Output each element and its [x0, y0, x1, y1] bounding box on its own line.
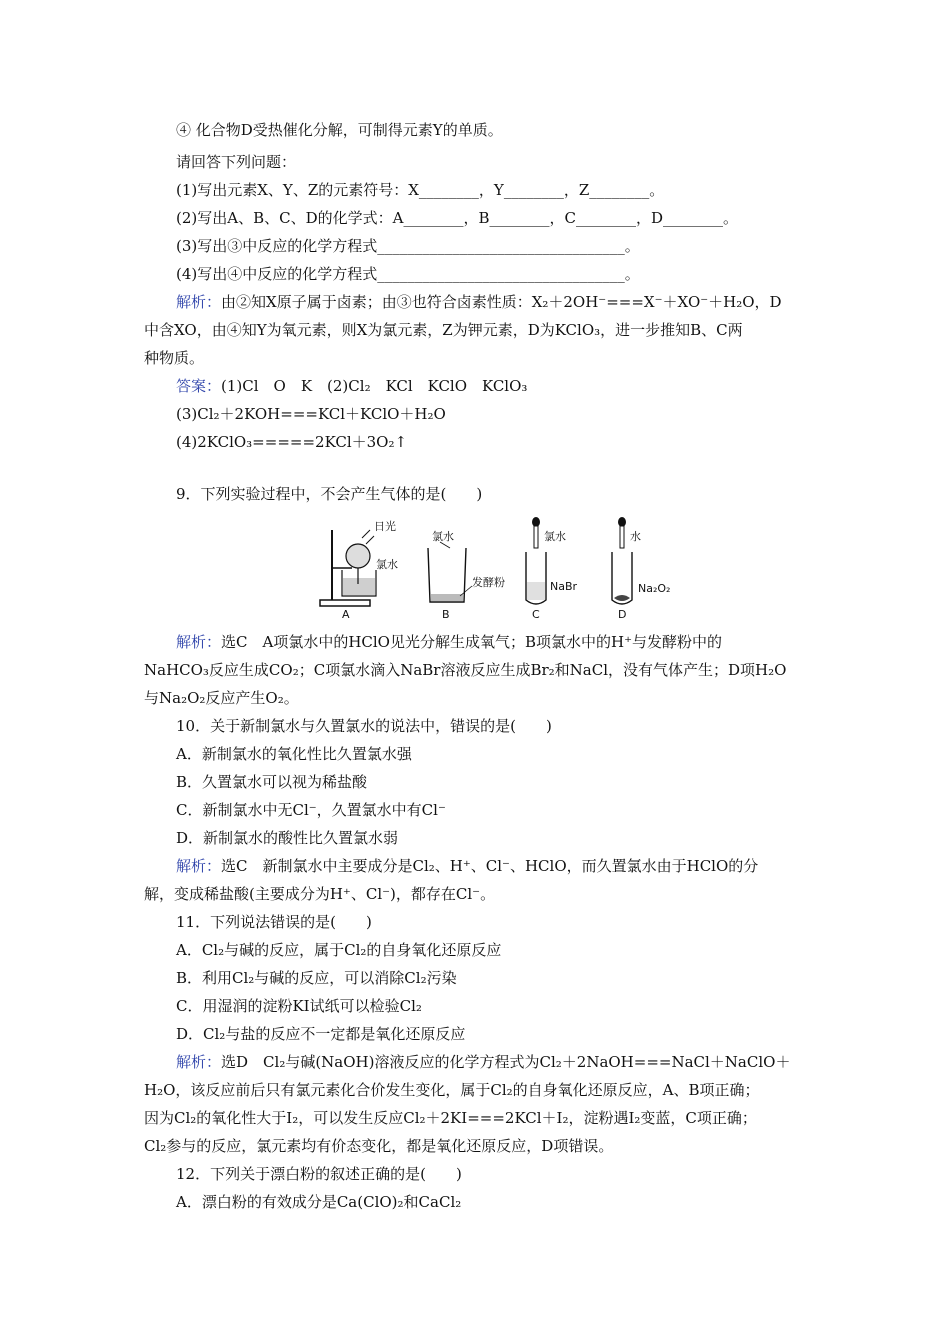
line-text: B．利用Cl₂与碱的反应，可以消除Cl₂污染 — [176, 969, 457, 987]
line-text: 与Na₂O₂反应产生O₂。 — [144, 689, 299, 707]
line-text: 9．下列实验过程中，不会产生气体的是( ) — [176, 485, 483, 503]
text-line — [176, 940, 846, 960]
line-text: A．新制氯水的氧化性比久置氯水强 — [176, 745, 412, 763]
text-line — [176, 800, 846, 820]
text-line — [176, 208, 846, 228]
text-line — [176, 404, 846, 424]
text-line — [144, 660, 814, 680]
label-b-baking-powder: 发酵粉 — [472, 576, 505, 589]
line-text: D．新制氯水的酸性比久置氯水弱 — [176, 829, 399, 847]
text-line — [144, 884, 814, 904]
line-text: 解，变成稀盐酸(主要成分为H⁺、Cl⁻)，都存在Cl⁻。 — [144, 885, 496, 903]
line-text: (3)写出③中反应的化学方程式_________________________________。 — [176, 237, 640, 255]
line-text: D．Cl₂与盐的反应不一定都是氧化还原反应 — [176, 1025, 466, 1043]
analysis-line — [176, 1052, 846, 1072]
text-line — [176, 180, 846, 200]
text-line — [176, 1024, 846, 1044]
analysis-line — [176, 376, 846, 396]
text-line — [144, 1108, 814, 1128]
label-a-sun: 日光 — [374, 520, 396, 533]
text-line — [144, 1080, 814, 1100]
line-text: 12．下列关于漂白粉的叙述正确的是( ) — [176, 1165, 462, 1183]
label-c-chlorine-water: 氯水 — [544, 530, 566, 543]
text-line — [176, 484, 846, 504]
answer-label: 解析： — [176, 293, 222, 311]
line-text: B．久置氯水可以视为稀盐酸 — [176, 773, 368, 791]
line-text: NaHCO₃反应生成CO₂；C项氯水滴入NaBr溶液反应生成Br₂和NaCl，没有气体产生；D项H₂O — [144, 661, 787, 679]
text-line — [176, 236, 846, 256]
text-line — [176, 828, 846, 848]
text-line — [176, 744, 846, 764]
text-line — [144, 320, 814, 340]
text-line — [176, 996, 846, 1016]
answer-label: 答案： — [176, 377, 222, 395]
line-text: ④ 化合物D受热催化分解，可制得元素Y的单质。 — [176, 121, 503, 139]
text-line — [176, 716, 846, 736]
text-line — [176, 1164, 846, 1184]
line-text: 种物质。 — [144, 349, 205, 367]
line-text: H₂O，该反应前后只有氯元素化合价发生变化，属于Cl₂的自身氧化还原反应，A、B项正确； — [144, 1081, 760, 1099]
line-text: (2)写出A、B、C、D的化学式：A________，B________，C________，D________。 — [176, 209, 738, 227]
apparatus-c — [526, 517, 578, 621]
line-text: 10．关于新制氯水与久置氯水的说法中，错误的是( ) — [176, 717, 552, 735]
text-line — [176, 912, 846, 932]
analysis-line — [176, 292, 846, 312]
line-text: (1)写出元素X、Y、Z的元素符号：X________，Y________，Z________。 — [176, 181, 665, 199]
caption-a: A — [342, 608, 350, 621]
line-text: (1)Cl O K (2)Cl₂ KCl KClO KClO₃ — [221, 377, 528, 395]
analysis-line — [176, 632, 846, 652]
line-text: (4)写出④中反应的化学方程式_________________________________。 — [176, 265, 640, 283]
answer-label: 解析： — [176, 1053, 222, 1071]
label-b-chlorine-water: 氯水 — [432, 530, 454, 543]
apparatus-d — [612, 517, 670, 621]
text-line — [176, 152, 846, 172]
text-line — [176, 264, 846, 284]
line-text: 选C A项氯水中的HClO见光分解生成氧气；B项氯水中的H⁺与发酵粉中的 — [221, 633, 723, 651]
caption-c: C — [532, 608, 540, 621]
line-text: 11．下列说法错误的是( ) — [176, 913, 372, 931]
experiment-figure — [300, 512, 690, 622]
apparatus-a — [320, 519, 398, 621]
line-text: Cl₂参与的反应，氯元素均有价态变化，都是氧化还原反应，D项错误。 — [144, 1137, 614, 1155]
label-c-nabr: NaBr — [550, 580, 578, 593]
line-text: 选D Cl₂与碱(NaOH)溶液反应的化学方程式为Cl₂＋2NaOH===NaCl＋NaClO＋ — [221, 1053, 791, 1071]
line-text: A．漂白粉的有效成分是Ca(ClO)₂和CaCl₂ — [176, 1193, 462, 1211]
line-text: 中含XO，由④知Y为氧元素，则X为氯元素，Z为钾元素，D为KClO₃，进一步推知B、C两 — [144, 321, 743, 339]
text-line — [176, 120, 846, 140]
apparatus-b — [428, 529, 505, 621]
text-line — [144, 688, 814, 708]
answer-label: 解析： — [176, 857, 222, 875]
answer-label: 解析： — [176, 633, 222, 651]
line-text: A．Cl₂与碱的反应，属于Cl₂的自身氧化还原反应 — [176, 941, 502, 959]
line-text: (4)2KClO₃=====2KCl＋3O₂↑ — [176, 433, 408, 451]
label-a-chlorine-water: 氯水 — [376, 558, 398, 571]
text-line — [176, 968, 846, 988]
analysis-line — [176, 856, 846, 876]
text-line — [176, 772, 846, 792]
label-d-na2o2: Na₂O₂ — [638, 582, 671, 595]
line-text: C．新制氯水中无Cl⁻，久置氯水中有Cl⁻ — [176, 801, 446, 819]
line-text: C．用湿润的淀粉KI试纸可以检验Cl₂ — [176, 997, 422, 1015]
caption-d: D — [618, 608, 627, 621]
text-line — [144, 348, 814, 368]
line-text: 选C 新制氯水中主要成分是Cl₂、H⁺、Cl⁻、HClO，而久置氯水由于HClO的分 — [221, 857, 759, 875]
line-text: 请回答下列问题： — [176, 153, 297, 171]
line-text: (3)Cl₂＋2KOH===KCl＋KClO＋H₂O — [176, 405, 446, 423]
line-text: 由②知X原子属于卤素；由③也符合卤素性质：X₂＋2OH⁻===X⁻＋XO⁻＋H₂O，D — [221, 293, 782, 311]
caption-b: B — [442, 608, 450, 621]
text-line — [176, 432, 846, 452]
line-text: 因为Cl₂的氧化性大于I₂，可以发生反应Cl₂＋2KI===2KCl＋I₂，淀粉遇I₂变蓝，C项正确； — [144, 1109, 757, 1127]
text-line — [176, 1192, 846, 1212]
label-d-water: 水 — [630, 530, 641, 543]
text-line — [144, 1136, 814, 1156]
